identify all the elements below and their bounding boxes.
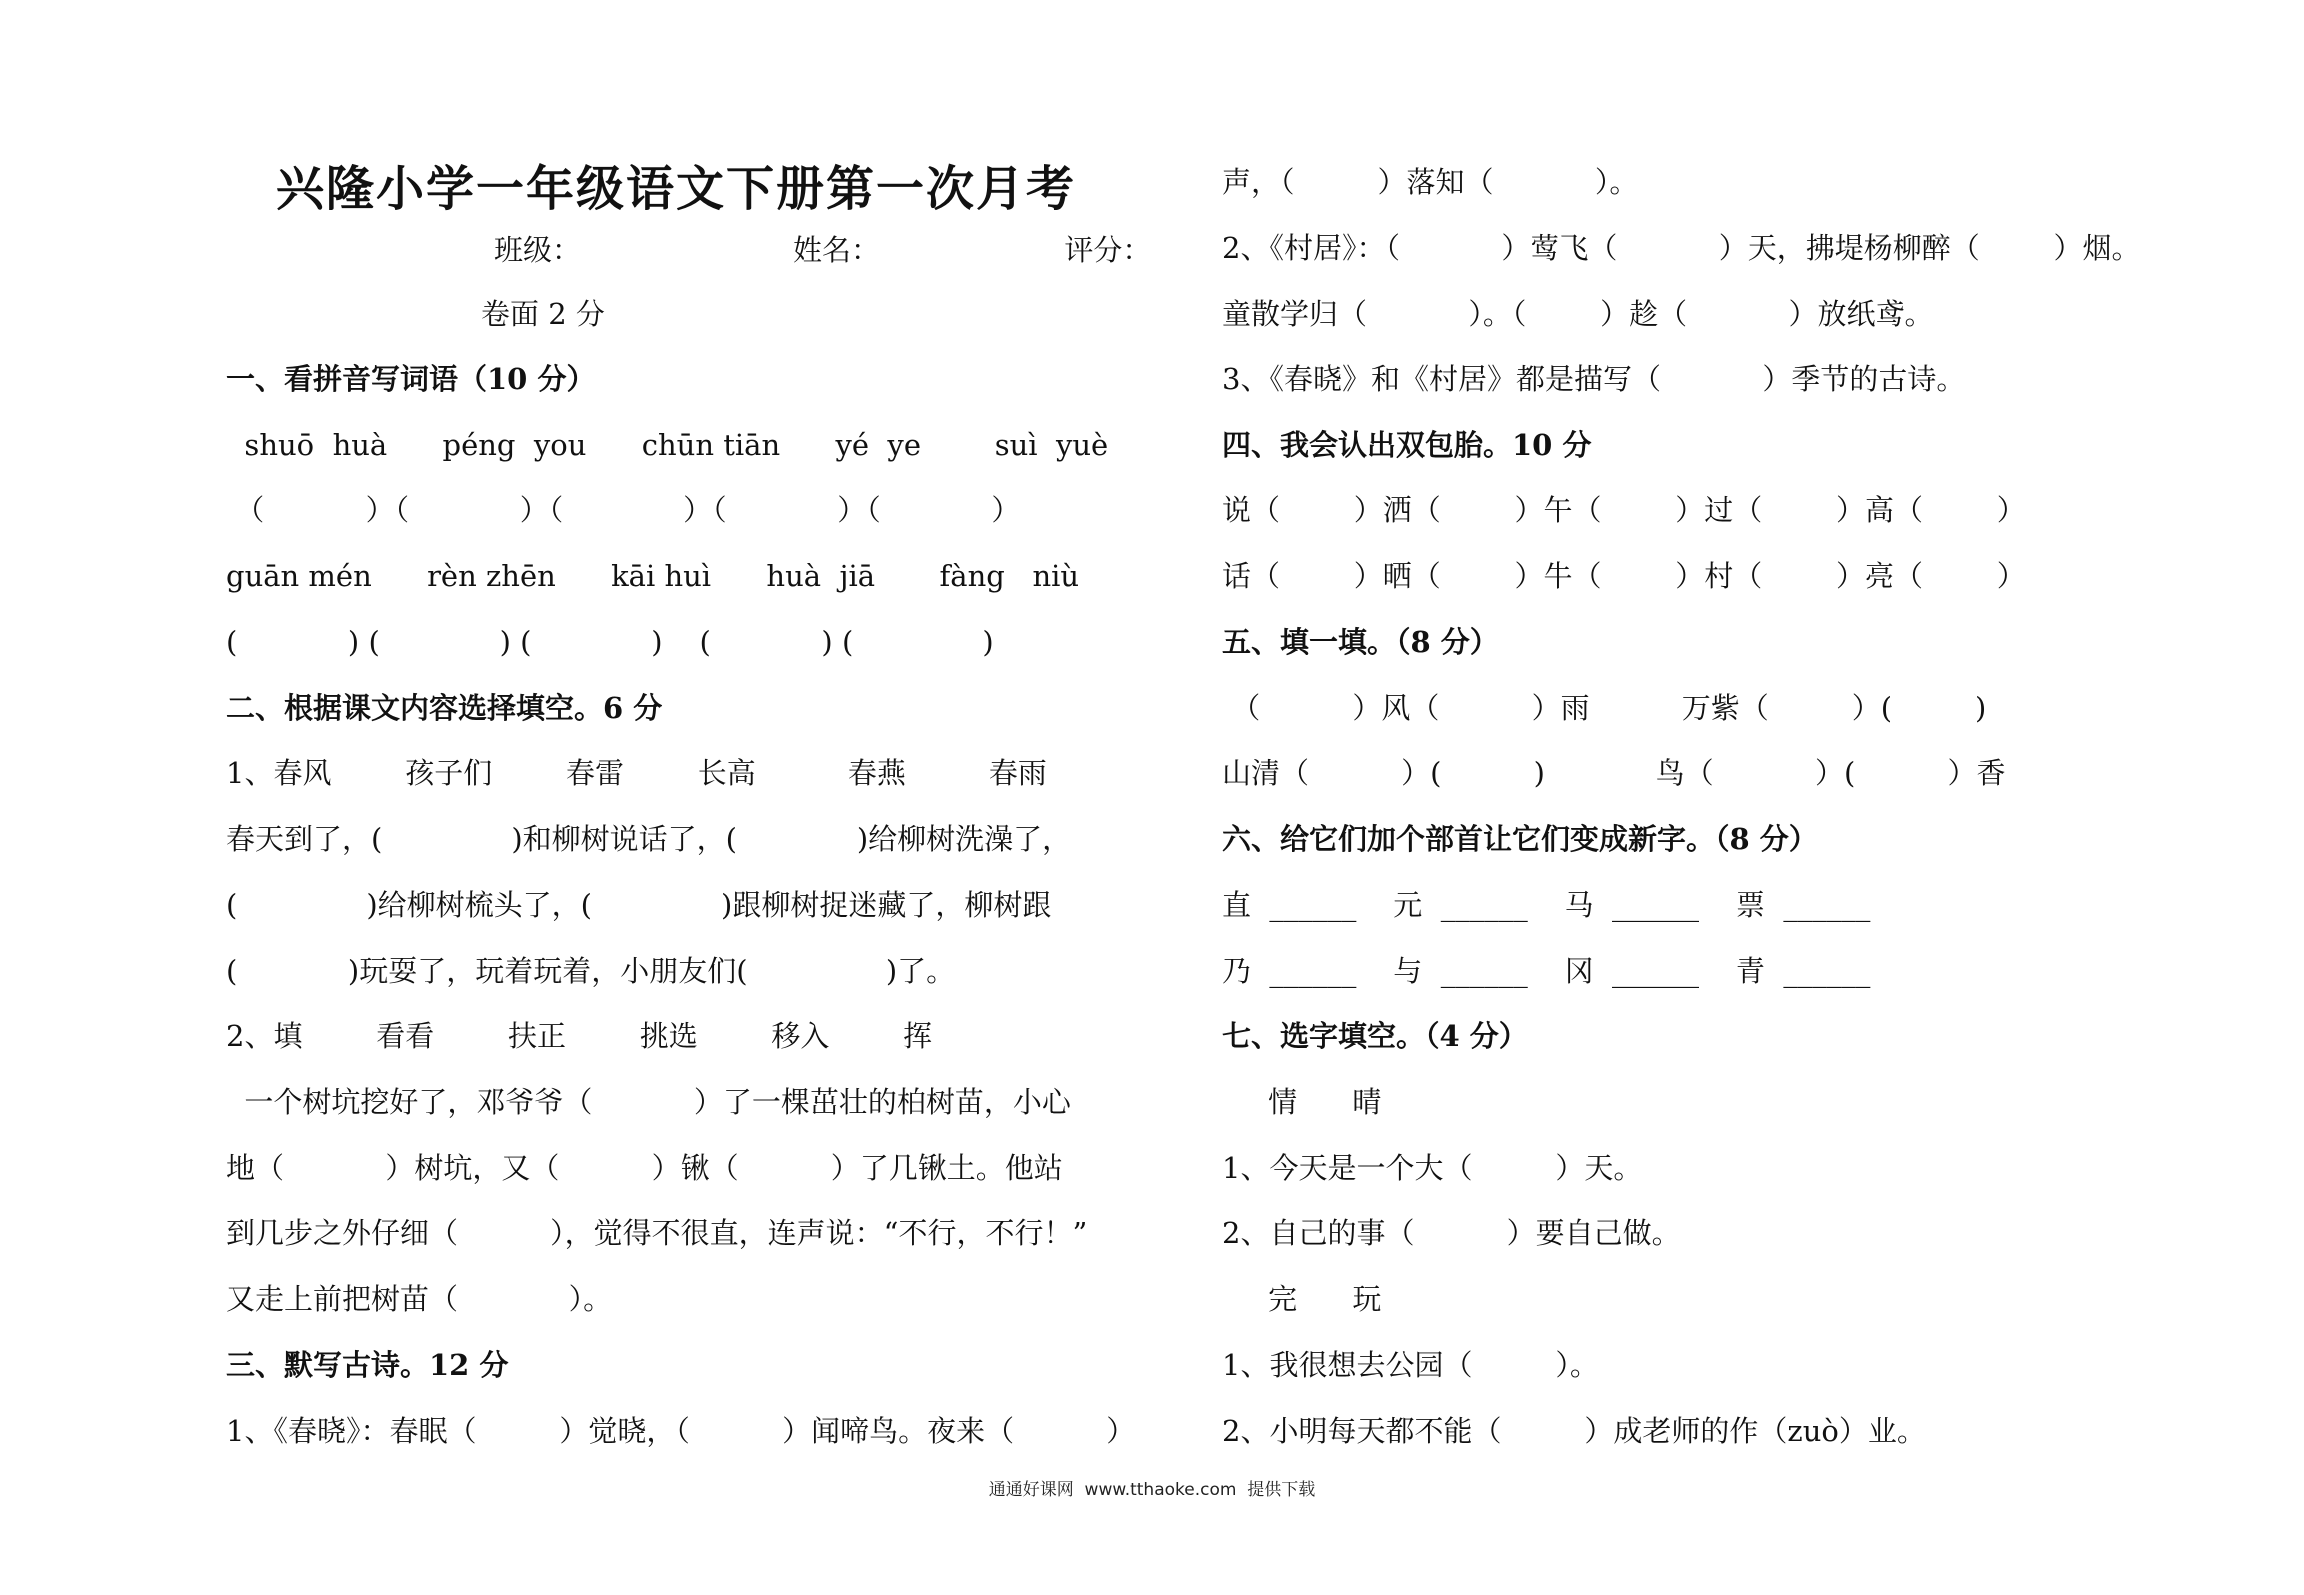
footer-source: 通通好课网 www.tthaoke.com 提供下载 bbox=[988, 1480, 1316, 1500]
q2-word-options: 2、填 看看 扶正 挑选 移入 挥 bbox=[226, 1019, 933, 1053]
fill-row-2: 山清（ ）( ) 鸟（ ）( ）香 bbox=[1222, 756, 2006, 790]
student-info-line: 班级： 姓名： 评分： bbox=[494, 233, 1152, 267]
pair1-question-2: 2、自己的事（ ）要自己做。 bbox=[1222, 1216, 1681, 1250]
q1-text-line-1: 春天到了，( )和柳树说话了，( )给柳树洗澡了， bbox=[226, 822, 1072, 856]
section3-heading: 三、默写古诗。12 分 bbox=[226, 1348, 509, 1382]
section7-heading: 七、选字填空。（4 分） bbox=[1222, 1019, 1528, 1053]
pair1-question-1: 1、今天是一个大（ ）天。 bbox=[1222, 1151, 1643, 1185]
q2-text-line-3: 到几步之外仔细（ ），觉得不很直，连声说：“不行，不行！” bbox=[226, 1216, 1088, 1250]
section4-heading: 四、我会认出双包胎。10 分 bbox=[1222, 428, 1592, 462]
q1-text-line-3: ( )玩耍了，玩着玩着，小朋友们( )了。 bbox=[226, 954, 956, 988]
neatness-score: 卷面 2 分 bbox=[481, 297, 605, 331]
pair2-question-1: 1、我很想去公园（ ）。 bbox=[1222, 1348, 1599, 1382]
q2-text-line-4: 又走上前把树苗（ ）。 bbox=[226, 1282, 613, 1316]
section2-heading: 二、根据课文内容选择填空。6 分 bbox=[226, 691, 663, 725]
poem1-line-cont: 声，（ ）落知（ ）。 bbox=[1222, 165, 1639, 199]
q2-text-line-2: 地（ ）树坑，又（ ）锹（ ）了几锹土。他站 bbox=[226, 1151, 1063, 1185]
char-pair-1: 情 晴 bbox=[1222, 1085, 1382, 1119]
section1-heading: 一、看拼音写词语（10 分） bbox=[226, 362, 596, 396]
radical-row-1: 直 ______ 元 ______ 马 ______ 票 ______ bbox=[1222, 888, 1871, 922]
fill-row-1: （ ）风（ ）雨 万紫（ ）( ) bbox=[1222, 691, 1987, 725]
pair2-question-2: 2、小明每天都不能（ ）成老师的作（zuò）业。 bbox=[1222, 1414, 1926, 1448]
char-pair-2: 完 玩 bbox=[1222, 1282, 1382, 1316]
q1-text-line-2: ( )给柳树梳头了，( )跟柳树捉迷藏了，柳树跟 bbox=[226, 888, 1052, 922]
pinyin-row-2: guān mén rèn zhēn kāi huì huà jiā fàng niù bbox=[226, 559, 1080, 593]
twin-chars-row-2: 话（ ）晒（ ）牛（ ）村（ ）亮（ ） bbox=[1222, 559, 2026, 593]
pinyin-row-1: shuō huà péng you chūn tiān yé ye suì yuè bbox=[226, 428, 1109, 462]
page-title: 兴隆小学一年级语文下册第一次月考 bbox=[275, 161, 1076, 217]
section5-heading: 五、填一填。（8 分） bbox=[1222, 625, 1499, 659]
twin-chars-row-1: 说（ ）洒（ ）午（ ）过（ ）高（ ） bbox=[1222, 493, 2026, 527]
radical-row-2: 乃 ______ 与 ______ 冈 ______ 青 ______ bbox=[1222, 954, 1871, 988]
section6-heading: 六、给它们加个部首让它们变成新字。（8 分） bbox=[1222, 822, 1818, 856]
poem2-line-cont: 童散学归（ ）。（ ）趁（ ）放纸鸢。 bbox=[1222, 297, 1934, 331]
answer-boxes-row-2: ( ) ( ) ( ) ( ) ( ) bbox=[226, 625, 994, 659]
q1-word-options: 1、春风 孩子们 春雷 长高 春燕 春雨 bbox=[226, 756, 1047, 790]
poem1-line: 1、《春晓》：春眠（ ）觉晓，（ ）闻啼鸟。夜来（ ） bbox=[226, 1414, 1136, 1448]
poem-season-question: 3、《春晓》和《村居》都是描写（ ）季节的古诗。 bbox=[1222, 362, 1966, 396]
poem2-line: 2、《村居》：（ ）莺飞（ ）天，拂堤杨柳醉（ ）烟。 bbox=[1222, 231, 2141, 265]
q2-text-line-1: 一个树坑挖好了，邓爷爷（ ）了一棵茁壮的柏树苗，小心 bbox=[226, 1085, 1071, 1119]
answer-boxes-row-1: （ ）（ ）（ ）（ ）（ ） bbox=[226, 493, 1021, 527]
